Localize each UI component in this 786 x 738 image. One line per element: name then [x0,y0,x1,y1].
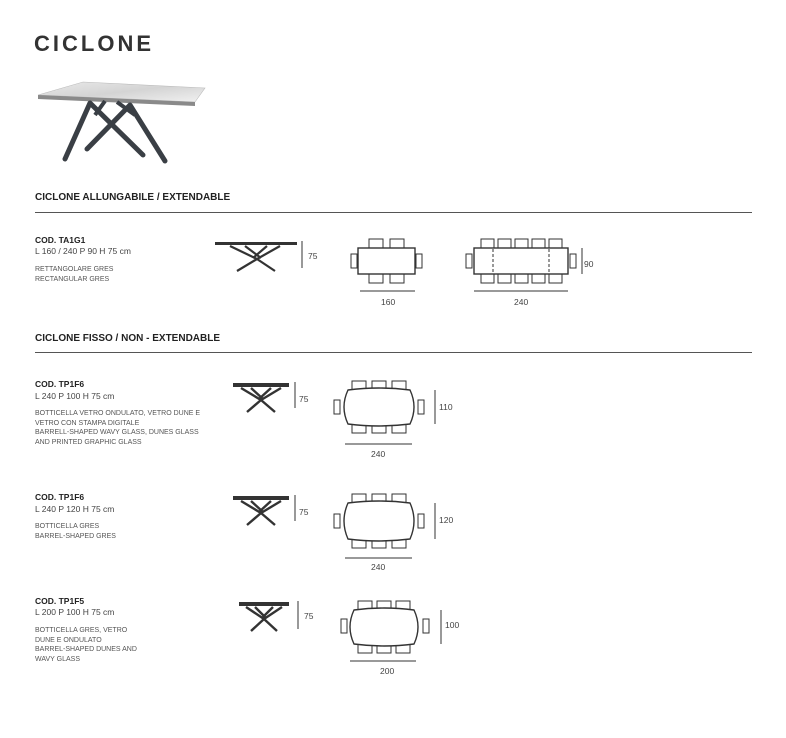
section-heading-non-extendable: CICLONE FISSO / NON - EXTENDABLE [35,333,221,344]
width-label: 160 [381,297,396,307]
plan-view-barrel [333,493,438,551]
plan-view-barrel [340,600,445,655]
width-label: 240 [371,449,386,459]
divider [35,352,752,353]
side-elevation-drawing [233,493,303,529]
product-code: COD. TP1F5 [35,596,85,606]
dimension-line [345,443,415,447]
side-elevation-drawing [233,380,303,416]
plan-view-barrel [333,380,438,435]
plan-view-240 [465,238,585,288]
height-label: 75 [304,611,314,621]
side-elevation-drawing [215,238,310,274]
width-label: 200 [380,666,395,676]
dimension-line [350,660,420,664]
product-dimensions: L 160 / 240 P 90 H 75 cm [35,246,131,256]
depth-label: 90 [584,259,594,269]
section-heading-extendable: CICLONE ALLUNGABILE / EXTENDABLE [35,192,231,203]
dimension-line [360,290,420,294]
page-title: CICLONE [34,31,154,56]
table-photo [35,75,210,170]
product-dimensions: L 240 P 100 H 75 cm [35,391,115,401]
product-description: RETTANGOLARE GRES RECTANGULAR GRES [35,266,114,283]
dimension-line [474,290,574,294]
product-dimensions: L 240 P 120 H 75 cm [35,504,115,514]
product-description: BOTTICELLA GRES BARREL-SHAPED GRES [35,523,116,540]
product-dimensions: L 200 P 100 H 75 cm [35,607,115,617]
product-code: COD. TA1G1 [35,235,86,245]
height-label: 75 [308,251,318,261]
height-label: 75 [299,394,309,404]
product-code: COD. TP1F6 [35,492,85,502]
dimension-line [345,557,415,561]
depth-label: 100 [445,620,460,630]
product-description: BOTTICELLA GRES, VETRO DUNE E ONDULATO BARREL-SHAPED DUNES AND WAVY GLASS [35,627,137,663]
width-label: 240 [514,297,529,307]
product-description: BOTTICELLA VETRO ONDULATO, VETRO DUNE E VETRO CON STAMPA DIGITALE BARRELL-SHAPED WAVY GLASS, DUNES GLASS AND PRINTED GRAPHIC GLASS [35,410,201,446]
side-elevation-drawing [239,599,309,635]
height-label: 75 [299,507,309,517]
width-label: 240 [371,562,386,572]
divider [35,212,752,213]
depth-label: 120 [439,515,454,525]
depth-label: 110 [439,402,453,412]
product-code: COD. TP1F6 [35,379,85,389]
plan-view-160 [350,238,430,288]
